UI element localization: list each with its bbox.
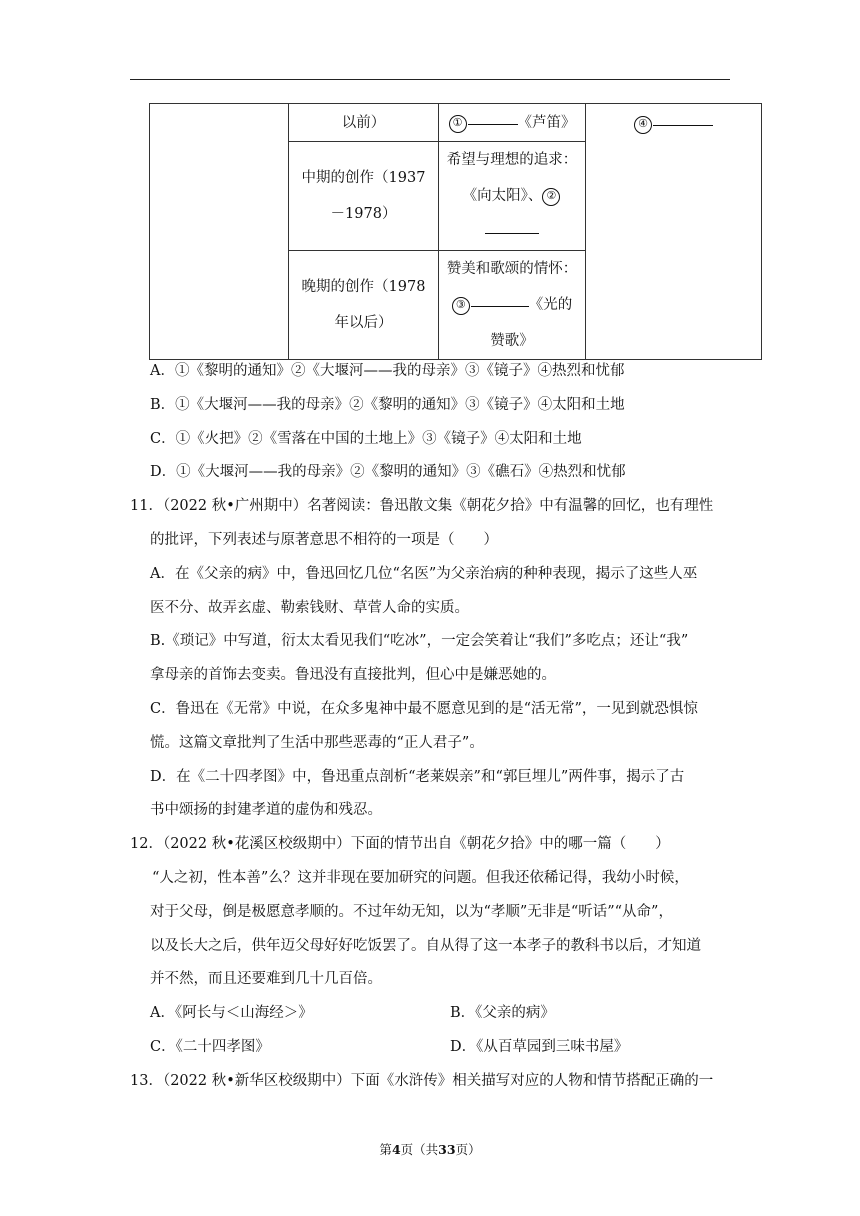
q12-options-row-2 [130,1031,735,1065]
footer-total-pages: 33 [438,1142,456,1157]
q11-option-b-line-1: B.《琐记》中写道，衍太太看见我们“吃冰”，一定会笑着让“我们”多吃点；还让“我” [150,633,689,650]
q12-passage-line-1: “人之初，性本善”么？这并非现在要加研究的问题。但我还依稀记得，我幼小时候， [152,869,689,886]
table-cell-early-works [439,104,586,142]
q12-passage-line-4: 并不然，而且还要难到几十几百倍。 [150,971,382,988]
q11-stem-line-2: 的批评，下列表述与原著意思不相符的一项是（ ） [150,531,498,548]
table-cell-middle-works [439,142,586,251]
fill-blank-1 [468,106,518,125]
page-footer [0,1140,860,1158]
fill-blank-4 [653,107,713,126]
table-cell-style [586,104,762,360]
poet-creation-table [149,103,762,360]
q12-option-a: A．《阿长与＜山海经＞》 [150,1005,313,1022]
table-cell-middle-period: 中期的创作（1937－1978） [289,142,439,251]
ode-to-light-title: 《光的赞歌》 [490,297,573,349]
table-cell-late-works [439,251,586,360]
q11-option-b-line-2: 拿母亲的首饰去变卖。鲁迅没有直接批判，但心中是嫌恶她的。 [150,667,556,684]
q12-passage-line-2: 对于父母，倒是极愿意孝顺的。不过年幼无知，以为“孝顺”无非是“听话”“从命”， [150,903,673,920]
marker-4: ④ [634,116,652,134]
q11-option-c-line-1: C．鲁迅在《无常》中说，在众多鬼神中最不愿意见到的是“活无常”，一见到就恐惧惊 [150,700,698,717]
table-empty-cell [150,104,289,360]
marker-3: ③ [452,297,470,315]
q12-stem: 12．（2022 秋•花溪区校级期中）下面的情节出自《朝花夕拾》中的哪一篇（ ） [130,836,670,853]
late-works-text: 赞美和歌颂的情怀： [446,261,578,277]
q10-option-c: C．①《火把》②《雪落在中国的土地上》③《镜子》④太阳和土地 [150,430,582,447]
q12-option-c: C．《二十四孝图》 [150,1038,270,1055]
marker-2: ② [542,188,560,206]
q13-stem: 13．（2022 秋•新华区校级期中）下面《水浒传》相关描写对应的人物和情节搭配正确的一 [130,1072,714,1089]
q11-option-a-line-1: A．在《父亲的病》中，鲁迅回忆几位“名医”为父亲治病的种种表现，揭示了这些人巫 [150,565,698,582]
q12-option-b: B．《父亲的病》 [450,1005,555,1022]
q12-options-row-1 [130,997,735,1031]
q10-option-a: A．①《黎明的通知》②《大堰河——我的母亲》③《镜子》④热烈和忧郁 [150,363,625,379]
footer-prefix: 第 [379,1142,392,1157]
table-cell-late-period: 晚期的创作（1978 年以后） [289,251,439,360]
footer-middle: 页（共 [400,1142,439,1157]
q11-stem-line-1: 11．（2022 秋•广州期中）名著阅读：鲁迅散文集《朝花夕拾》中有温馨的回忆，也有理性 [130,498,714,515]
q11-option-a-line-2: 医不分、故弄玄虚、勒索钱财、草菅人命的实质。 [150,599,469,616]
table-cell-early-period: 以前） [289,104,439,142]
footer-suffix: 页） [455,1142,481,1157]
q11-option-d-line-2: 书中颂扬的封建孝道的虚伪和残忍。 [150,802,382,819]
header-rule [130,79,730,80]
fill-blank-3 [471,288,529,307]
fill-blank-2 [485,215,539,234]
reed-flute-title: 《芦笛》 [517,114,576,131]
q11-option-d-line-1: D．在《二十四孝图》中，鲁迅重点剖析“老莱娱亲”和“郭巨埋儿”两件事，揭示了古 [150,768,685,785]
footer-page-number: 4 [391,1142,401,1157]
q10-option-b: B．①《大堰河——我的母亲》②《黎明的通知》③《镜子》④太阳和土地 [150,396,625,413]
q12-passage-line-3: 以及长大之后，供年迈父母好好吃饭罢了。自从得了这一本孝子的教科书以后，才知道 [150,937,701,954]
q11-option-c-line-2: 慌。这篇文章批判了生活中那些恶毒的“正人君子”。 [150,734,484,751]
q10-option-d: D．①《大堰河——我的母亲》②《黎明的通知》③《礁石》④热烈和忧郁 [150,464,626,481]
q12-option-d: D．《从百草园到三味书屋》 [450,1038,629,1055]
marker-1: ① [449,115,467,133]
middle-works-text: 希望与理想的追求：《向太阳》、 [446,152,578,204]
question-content [130,355,735,1099]
